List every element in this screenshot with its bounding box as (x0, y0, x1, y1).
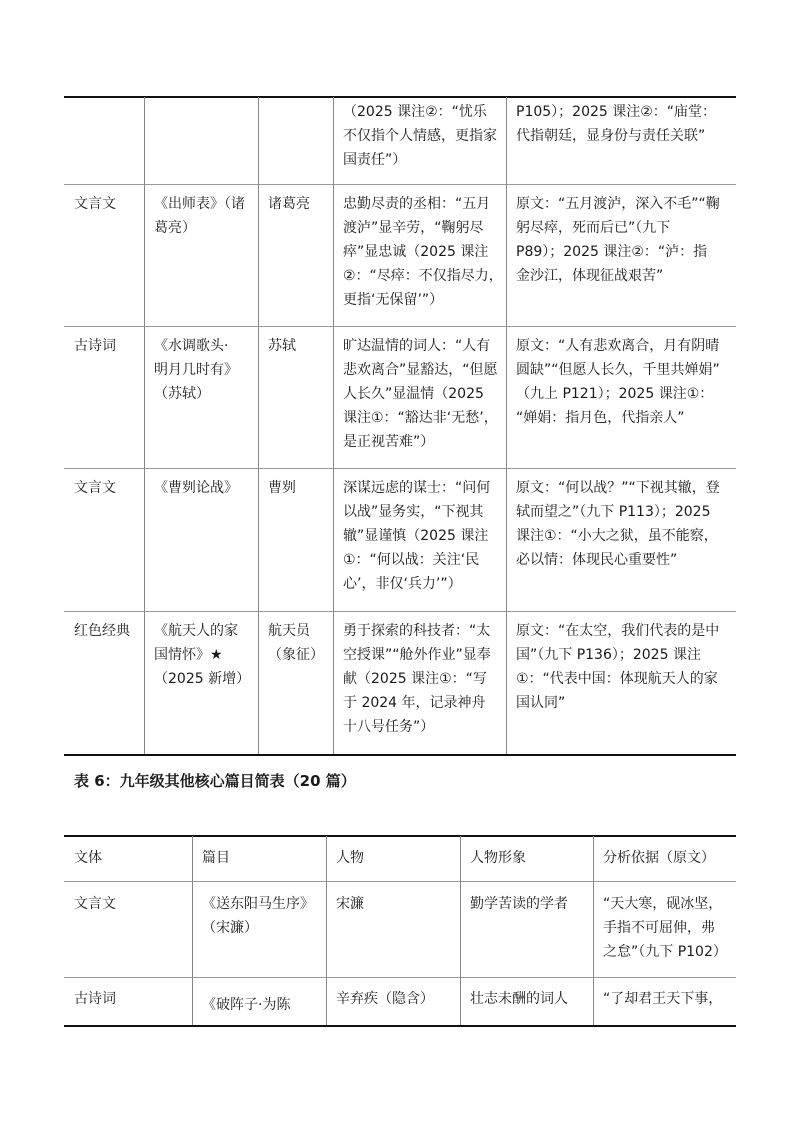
table-cell-work: 《航天人的家 国情怀》★ （2025 新增） (154, 623, 251, 687)
row-divider (64, 468, 736, 469)
column-header-work: 篇目 (202, 850, 230, 866)
table-cell-basis: 原文：“人有悲欢离合，月有阴晴 圆缺”“但愿人长久，千里共婵娟” （九上 P121）；2025 课注①： “婵娟：指月色，代指亲人” (516, 338, 720, 426)
table-cell-image: 勤学苦读的学者 (470, 896, 568, 912)
table-caption: 表 6：九年级其他核心篇目简表（20 篇） (74, 772, 356, 790)
table-cell-person: 航天员 （象征） (268, 623, 324, 663)
column-divider (593, 836, 594, 1025)
table-cell-work: 《水调歌头· 明月几时有》 （苏轼） (154, 338, 238, 402)
row-divider (64, 184, 736, 185)
row-divider (64, 326, 736, 327)
column-header-image: 人物形象 (470, 850, 526, 866)
table-cell-person: 宋濂 (336, 896, 364, 912)
table-top-border (64, 96, 736, 98)
table-cell-work: 《送东阳马生序》 （宋濂） (202, 896, 314, 936)
table-top-border (64, 835, 736, 837)
table-cell-basis: P105）；2025 课注②：“庙堂： 代指朝廷，显身份与责任关联” (516, 104, 717, 144)
table-cell-work: 《曹刿论战》 (154, 480, 238, 496)
table-cell-basis: 原文：“五月渡泸，深入不毛”“鞠 躬尽瘁，死而后已”（九下 P89）；2025 课注②：“泸：指 金沙江，体现征战艰苦” (516, 196, 720, 284)
table-bottom-border (64, 754, 736, 756)
table-cell-work: 《出师表》（诸 葛亮） (154, 196, 245, 236)
column-header-basis: 分析依据（原文） (603, 850, 715, 866)
table-cell-work: 《破阵子·为陈 (202, 997, 291, 1013)
column-divider (333, 97, 334, 754)
table-cell-genre: 古诗词 (74, 991, 116, 1007)
table-cell-genre: 红色经典 (74, 623, 130, 639)
table-cell-image: 旷达温情的词人：“人有 悲欢离合”显豁达，“但愿 人长久”显温情（2025 课注①：“豁达非‘无愁’， 是正视苦难”） (343, 338, 498, 450)
table-cell-person: 辛弃疾（隐含） (336, 991, 434, 1007)
table-cell-genre: 文言文 (74, 896, 116, 912)
table-cell-genre: 文言文 (74, 480, 116, 496)
column-divider (144, 97, 145, 754)
column-header-genre: 文体 (74, 850, 102, 866)
table-cell-genre: 文言文 (74, 196, 116, 212)
row-divider (64, 977, 736, 978)
table-cell-image: 壮志未酬的词人 (470, 991, 568, 1007)
table-cell-person: 诸葛亮 (268, 196, 310, 212)
table-bottom-border (64, 1025, 736, 1027)
column-divider (258, 97, 259, 754)
table-cell-person: 苏轼 (268, 338, 296, 354)
table-cell-basis: “了却君王天下事， (603, 991, 723, 1007)
table-cell-image: 勇于探索的科技者：“太 空授课”“舱外作业”显奉 献（2025 课注①：“写 于 2024 年，记录神舟 十八号任务”） (343, 623, 491, 735)
column-divider (460, 836, 461, 1025)
column-divider (192, 836, 193, 1025)
column-divider (506, 97, 507, 754)
row-divider (64, 611, 736, 612)
table-cell-person: 曹刿 (268, 480, 296, 496)
header-divider (64, 881, 736, 882)
table-cell-image: 深谋远虑的谋士：“问何 以战”显务实，“下视其 辙”显谨慎（2025 课注 ①：“何以战：关注‘民 心’，非仅‘兵力’”） (343, 480, 491, 592)
table-cell-image: （2025 课注②：“忧乐 不仅指个人情感，更指家 国责任”） (343, 104, 497, 168)
column-divider (326, 836, 327, 1025)
column-header-person: 人物 (336, 850, 364, 866)
table-cell-image: 忠勤尽责的丞相：“五月 渡泸”显辛劳，“鞠躬尽 瘁”显忠诚（2025 课注 ②：“尽瘁：不仅指尽力， 更指‘无保留’”） (343, 196, 503, 308)
table-cell-basis: “天大寒，砚冰坚， 手指不可屈伸，弗 之怠”（九下 P102） (603, 896, 727, 960)
table-cell-basis: 原文：“在太空，我们代表的是中 国”（九下 P136）；2025 课注 ①：“代表中国：体现航天人的家 国认同” (516, 623, 720, 711)
table-cell-genre: 古诗词 (74, 338, 116, 354)
table-cell-basis: 原文：“何以战？”“下视其辙，登 轼而望之”（九下 P113）；2025 课注①：“小大之狱，虽不能察， 必以情：体现民心重要性” (516, 480, 720, 568)
